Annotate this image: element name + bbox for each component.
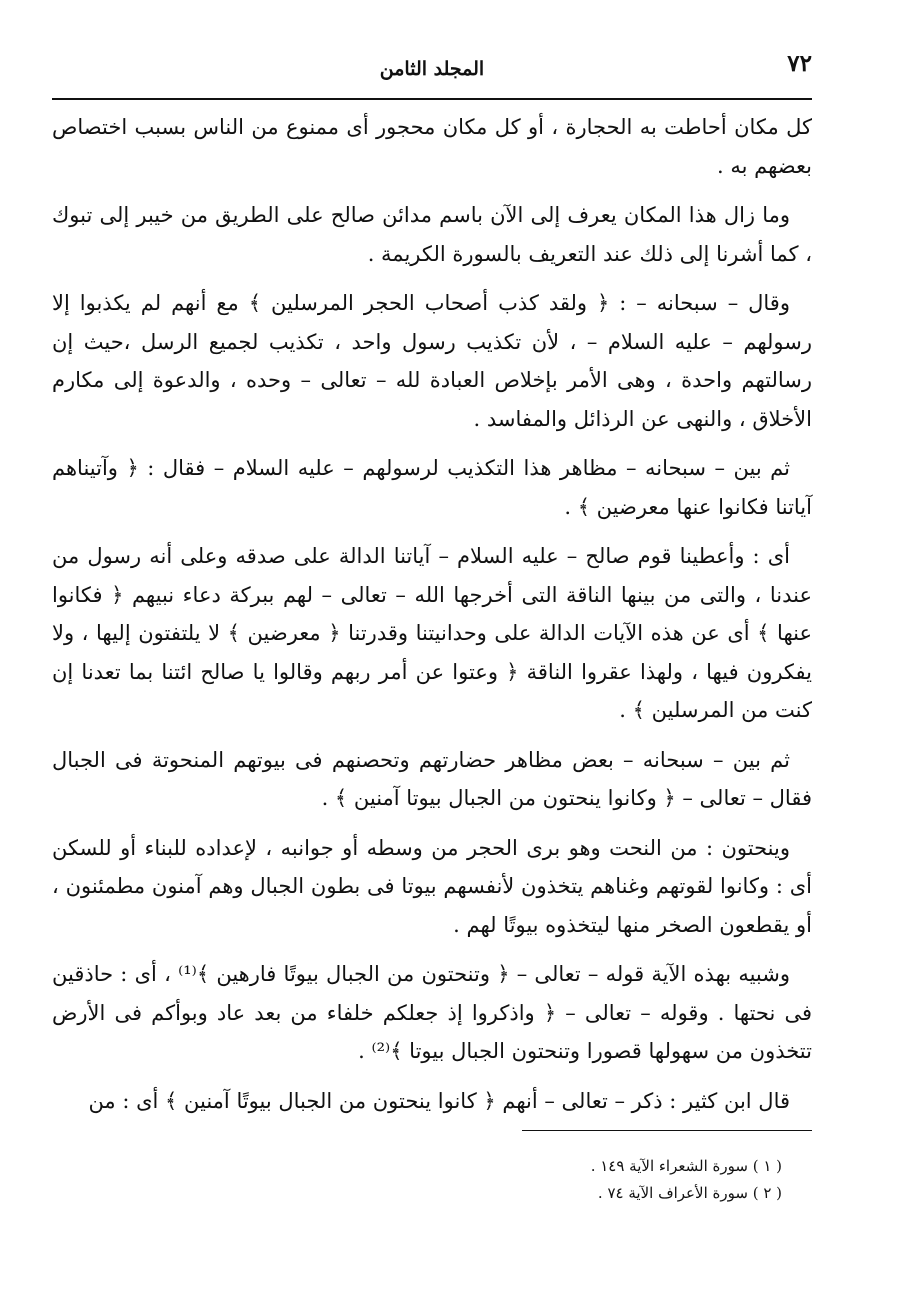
paragraph: وقال – سبحانه – : ﴿ ولقد كذب أصحاب الحجر المرسلين ﴾ مع أنهم لم يكذبوا إلا رسولهم – عليه السلام – ، لأن تكذيب رسول واحد ، تكذيب لجميع الرسل ،حيث إن رسالتهم واحدة ، وهى الأمر بإخلاص العبادة لله – تعالى – وحده ، والدعوة إلى مكارم الأخلاق ، والنهى عن الرذائل والمفاسد . — [52, 291, 812, 431]
book-page — [52, 50, 812, 1250]
paragraph: كل مكان أحاطت به الحجارة ، أو كل مكان محجور أى ممنوع من الناس بسبب اختصاص بعضهم به . — [52, 115, 812, 178]
paragraph: ثم بين – سبحانه – بعض مظاهر حضارتهم وتحصنهم فى بيوتهم المنحوتة فى الجبال فقال – تعالى – ﴿ وكانوا ينحتون من الجبال بيوتا آمنين ﴾ . — [52, 747, 812, 810]
footnote-rule — [522, 1130, 812, 1131]
header-rule — [52, 98, 812, 100]
paragraph: وينحتون : من النحت وهو برى الحجر من وسطه أو جوانبه ، لإعداده للبناء أو للسكن أى : وكانوا لقوتهم وغناهم يتخذون لأنفسهم بيوتا فى بطون الجبال وهم آمنون مطمئنون ، أو يقطعون الصخر منها ليتخذوه بيوتًا لهم . — [52, 835, 812, 937]
running-head: المجلد الثامن — [379, 58, 485, 80]
paragraph: وما زال هذا المكان يعرف إلى الآن باسم مدائن صالح على الطريق من خيبر إلى تبوك ، كما أشرنا إلى ذلك عند التعريف بالسورة الكريمة . — [52, 203, 812, 266]
footnotes — [52, 1153, 782, 1207]
paragraph: وشبيه بهذه الآية قوله – تعالى – ﴿ وتنحتون من الجبال بيوتًا فارهين ﴾⁽¹⁾ ، أى : حاذقين فى نحتها . وقوله – تعالى – ﴿ واذكروا إذ جعلكم خلفاء من بعد عاد وبوأكم فى الأرض تتخذون من سهولها قصورا وتنحتون الجبال بيوتا ﴾⁽²⁾ . — [52, 962, 812, 1063]
paragraph: أى : وأعطينا قوم صالح – عليه السلام – آياتنا الدالة على صدقه وعلى أنه رسول من عندنا ، والتى من بينها الناقة التى أخرجها الله – تعالى – لهم ببركة دعاء نبيهم ﴿ فكانوا عنها ﴾ أى عن هذه الآيات الدالة على وحدانيتنا وقدرتنا ﴿ معرضين ﴾ لا يلتفتون إليها ، ولا يفكرون فيها ، ولهذا عقروا الناقة ﴿ وعتوا عن أمر ربهم وقالوا يا صالح ائتنا بما تعدنا إن كنت من المرسلين ﴾ . — [52, 544, 812, 722]
body-text — [52, 108, 812, 1131]
page-number: ٧٢ — [787, 50, 812, 77]
footnote: ( ١ ) سورة الشعراء الآية ١٤٩ . — [590, 1157, 782, 1175]
paragraph: قال ابن كثير : ذكر – تعالى – أنهم ﴿ كانوا ينحتون من الجبال بيوتًا آمنين ﴾ أى : من — [88, 1088, 790, 1113]
paragraph: ثم بين – سبحانه – مظاهر هذا التكذيب لرسولهم – عليه السلام – فقال : ﴿ وآتيناهم آياتنا فكانوا عنها معرضين ﴾ . — [52, 456, 812, 519]
page-header — [52, 50, 812, 94]
footnote: ( ٢ ) سورة الأعراف الآية ٧٤ . — [597, 1184, 782, 1202]
